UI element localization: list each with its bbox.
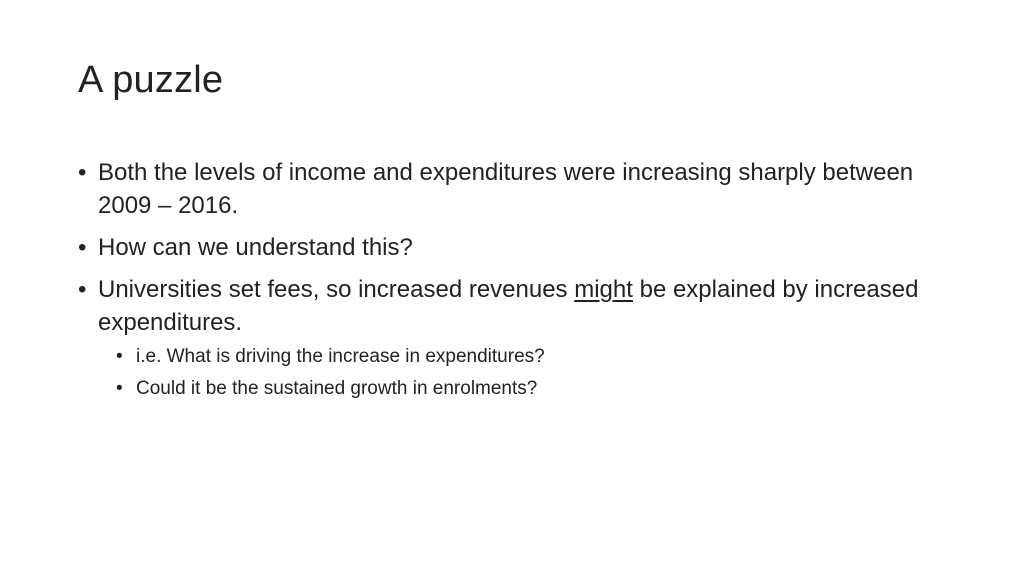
bullet-text (98, 276, 918, 336)
sub-bullet-text: Could it be the sustained growth in enrolments? (136, 378, 538, 399)
bullet-text: How can we understand this? (98, 234, 413, 261)
sub-bullet-icon: • (116, 346, 123, 367)
sub-bullet-item (116, 373, 938, 405)
bullet-icon: • (78, 234, 87, 261)
slide-body (78, 156, 938, 414)
sub-bullet-text: i.e. What is driving the increase in expenditures? (136, 346, 545, 367)
bullet-text: Both the levels of income and expenditures were increasing sharply between 2009 – 2016. (98, 159, 914, 219)
bullet-text-before: Universities set fees, so increased revenues (98, 276, 575, 303)
sub-bullet-icon: • (116, 378, 123, 399)
sub-bullet-item (116, 341, 938, 373)
bullet-item-universities-fees (78, 273, 938, 405)
sub-bullet-list (98, 341, 938, 405)
bullet-item-income-expenditures (78, 156, 938, 222)
bullet-icon: • (78, 159, 87, 186)
bullet-item-understand (78, 231, 938, 264)
bullet-list (78, 156, 938, 405)
bullet-icon: • (78, 276, 87, 303)
underlined-emphasis: might (574, 276, 633, 303)
slide-title: A puzzle (78, 59, 224, 101)
bullet-text-after: be explained by increased expenditures. (98, 276, 919, 336)
